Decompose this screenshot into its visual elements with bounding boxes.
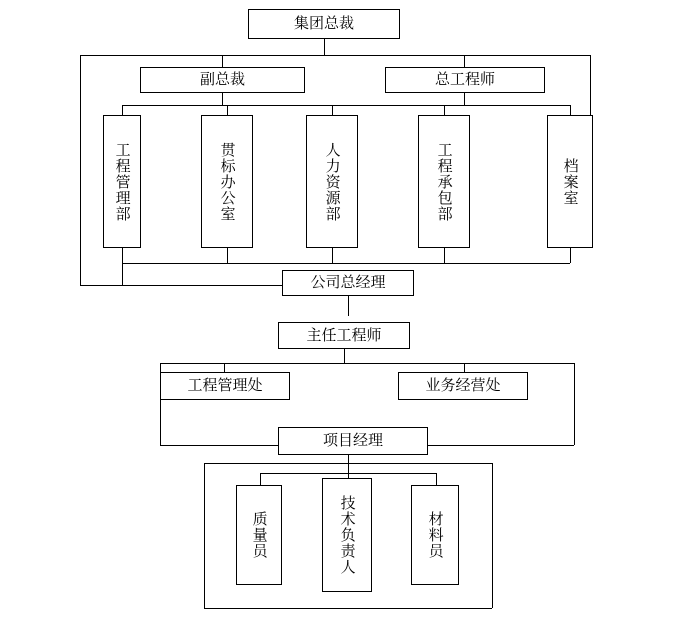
- node-label: 项目经理: [322, 432, 383, 450]
- node-vice-president[interactable]: [140, 67, 305, 93]
- staff-group-frame-left: [204, 463, 205, 608]
- node-chief-engineer[interactable]: [385, 67, 545, 93]
- node-engineering-management-dept[interactable]: [103, 115, 141, 248]
- connector-vp-to-dept1: [122, 105, 123, 115]
- node-archives-room[interactable]: [547, 115, 593, 248]
- connector-dept5-down: [570, 248, 571, 263]
- connector-chief-engineer-bus: [332, 105, 570, 106]
- connector-dept-bottom-bus: [122, 263, 570, 264]
- connector-president-down: [324, 39, 325, 55]
- connector-dept1-down: [122, 248, 123, 263]
- node-label: 技术负责人: [338, 495, 356, 575]
- node-label: 公司总经理: [310, 274, 386, 292]
- connector-dept2-down: [227, 248, 228, 263]
- connector-to-material-clerk: [436, 473, 437, 485]
- node-standardization-office[interactable]: [201, 115, 253, 248]
- node-label: 工程管理处: [187, 377, 263, 395]
- node-project-manager[interactable]: [278, 427, 428, 455]
- connector-to-quality-inspector: [260, 473, 261, 485]
- connector-bus-to-general-manager: [122, 263, 123, 285]
- node-label: 工程管理部: [113, 141, 131, 222]
- staff-group-frame-top: [204, 463, 492, 464]
- connector-to-division2: [464, 363, 465, 372]
- node-label: 业务经营处: [425, 377, 501, 395]
- node-material-clerk[interactable]: [411, 485, 459, 585]
- connector-vp-to-dept2: [227, 105, 228, 115]
- node-label: 材料员: [426, 511, 444, 559]
- node-technical-lead[interactable]: [322, 478, 372, 592]
- connector-general-manager-down: [348, 296, 349, 316]
- connector-vp-to-dept3: [332, 105, 333, 115]
- node-label: 集团总裁: [293, 15, 354, 33]
- connector-to-chief-engineer: [464, 55, 465, 67]
- connector-division-right-spine: [574, 363, 575, 445]
- connector-left-to-project-manager: [160, 445, 278, 446]
- connector-chief-engineer-down: [464, 93, 465, 105]
- node-business-operations-division[interactable]: [398, 372, 528, 400]
- node-human-resources-dept[interactable]: [306, 115, 358, 248]
- staff-group-frame-bottom: [204, 608, 492, 609]
- node-engineering-management-division[interactable]: [160, 372, 290, 400]
- connector-left-spine-join: [80, 285, 122, 286]
- connector-right-spine: [590, 55, 591, 115]
- node-label: 副总裁: [199, 71, 245, 89]
- connector-dept4-down: [444, 248, 445, 263]
- connector-division-bus: [160, 363, 574, 364]
- connector-right-to-project-manager: [428, 445, 574, 446]
- node-quality-inspector[interactable]: [236, 485, 282, 585]
- connector-director-engineer-down: [344, 349, 345, 363]
- node-engineering-contracting-dept[interactable]: [418, 115, 470, 248]
- connector-level1-bus: [80, 55, 590, 56]
- node-label: 主任工程师: [306, 326, 382, 344]
- node-group-president[interactable]: [248, 9, 400, 39]
- node-label: 质量员: [250, 511, 268, 559]
- node-label: 总工程师: [434, 71, 495, 89]
- node-director-engineer[interactable]: [278, 322, 410, 349]
- node-label: 档案室: [561, 157, 579, 206]
- connector-left-spine: [80, 55, 81, 285]
- connector-project-manager-down: [348, 455, 349, 473]
- connector-ce-to-dept4: [444, 105, 445, 115]
- connector-to-general-manager: [122, 285, 282, 286]
- connector-dept3-down: [332, 248, 333, 263]
- connector-to-division1: [224, 363, 225, 372]
- connector-ce-to-dept5: [570, 105, 571, 115]
- connector-to-vice-president: [222, 55, 223, 67]
- staff-group-frame-right: [492, 463, 493, 608]
- connector-vice-president-down: [222, 93, 223, 105]
- node-company-general-manager[interactable]: [282, 270, 414, 296]
- node-label: 人力资源部: [323, 141, 341, 222]
- node-label: 工程承包部: [435, 141, 453, 222]
- node-label: 贯标办公室: [218, 141, 236, 222]
